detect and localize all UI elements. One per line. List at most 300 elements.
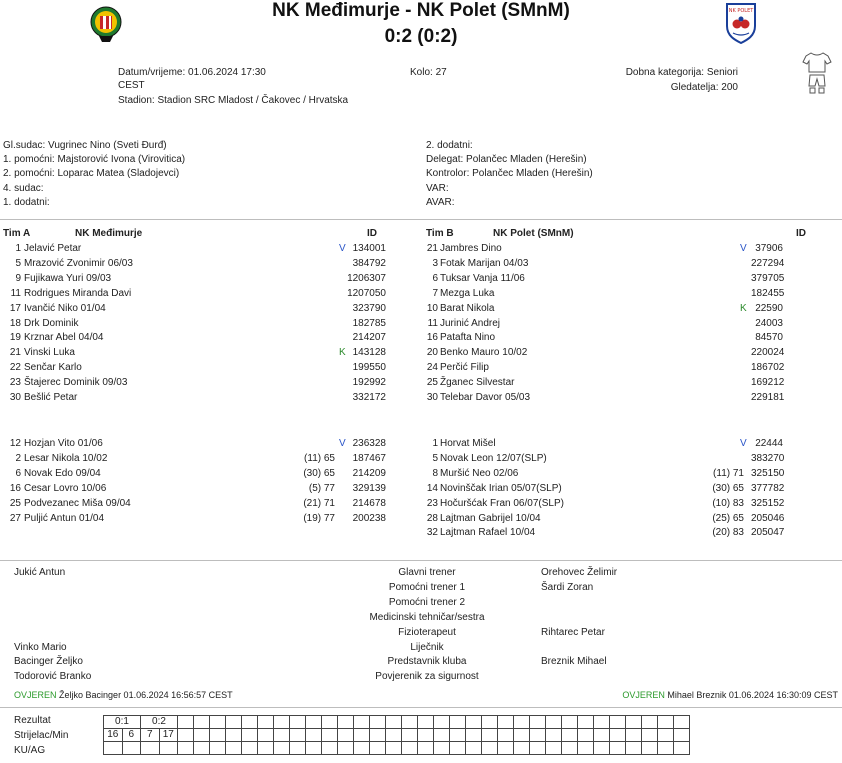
substitution-info: (11) 71 <box>713 467 744 479</box>
score-cell <box>578 716 594 729</box>
assistant-1: 1. pomoćni: Majstorović Ivona (Virovitica) <box>3 154 186 165</box>
player-id: 182455 <box>751 287 785 299</box>
score-cell: 7 <box>141 729 160 742</box>
svg-text:NK POLET: NK POLET <box>728 8 754 14</box>
score-cell <box>122 742 141 755</box>
player-name: Telebar Davor 05/03 <box>440 392 531 403</box>
var: VAR: <box>426 183 449 194</box>
player-id: 377782 <box>751 482 785 494</box>
score-cell <box>290 716 306 729</box>
score-label-scorer: Strijelac/Min <box>14 730 69 741</box>
player-row <box>411 452 821 466</box>
score-cell <box>194 742 210 755</box>
player-number: 6 <box>432 272 438 284</box>
player-name: Fujikawa Yuri 09/03 <box>24 272 112 284</box>
player-id: 186702 <box>751 362 785 374</box>
player-row <box>3 376 423 390</box>
score-cell <box>104 742 123 755</box>
player-row <box>411 302 821 316</box>
player-id: 227294 <box>751 257 785 269</box>
player-number: 11 <box>427 317 438 329</box>
player-row <box>411 376 821 390</box>
player-number: 12 <box>9 438 21 449</box>
player-number: 5 <box>432 452 438 464</box>
score-cell <box>546 729 562 742</box>
player-id: 220024 <box>751 347 785 359</box>
staff-name: Vinko Mario <box>14 641 67 653</box>
score-cell <box>626 716 642 729</box>
score-cell <box>626 742 642 755</box>
player-id: 1206307 <box>347 272 386 284</box>
player-id: 134001 <box>352 243 386 254</box>
score-cell <box>386 742 402 755</box>
score-cell <box>434 716 450 729</box>
player-id: 205046 <box>751 512 785 524</box>
player-number: 7 <box>432 287 438 299</box>
player-number: 6 <box>15 467 21 479</box>
player-name: Puljić Antun 01/04 <box>24 512 105 524</box>
player-row <box>3 452 423 466</box>
player-id: 143128 <box>352 347 386 359</box>
score-cell <box>434 729 450 742</box>
score-cell <box>530 729 546 742</box>
player-id: 325150 <box>751 467 785 479</box>
player-number: 23 <box>426 497 438 509</box>
score-cell <box>498 742 514 755</box>
player-id: 192992 <box>352 377 386 389</box>
verified-text: Željko Bacinger 01.06.2024 16:56:57 CEST <box>59 690 233 700</box>
player-name: Podvezanec Miša 09/04 <box>24 497 131 509</box>
player-name: Senčar Karlo <box>24 362 82 374</box>
score-cell <box>338 742 354 755</box>
player-name: Perčić Filip <box>440 362 489 374</box>
staff-role: Liječnik <box>410 641 444 653</box>
substitution-info: (11) 65 <box>304 452 335 464</box>
player-number: 14 <box>426 482 438 494</box>
score-cell <box>514 729 530 742</box>
score-cell <box>498 729 514 742</box>
player-row <box>411 526 821 540</box>
player-number: 24 <box>426 362 438 374</box>
player-id: 379705 <box>751 272 785 284</box>
player-number: 25 <box>426 377 438 389</box>
staff-role: Fizioterapeut <box>398 626 456 638</box>
score-cell <box>290 742 306 755</box>
player-number: 27 <box>9 512 21 524</box>
score-label-cards: KU/AG <box>14 745 46 756</box>
score-cell <box>610 716 626 729</box>
score-cell <box>141 742 160 755</box>
score-cell <box>226 742 242 755</box>
player-name: Hočuršćak Fran 06/07(SLP) <box>440 497 564 509</box>
player-row <box>411 287 821 301</box>
team-b-name: NK Polet (SMnM) <box>493 228 574 239</box>
additional-2: 2. dodatni: <box>426 140 473 151</box>
assistant-2: 2. pomoćni: Loparac Matea (Sladojevci) <box>3 168 180 179</box>
score-cell <box>610 742 626 755</box>
staff-role: Pomoćni trener 1 <box>388 581 466 593</box>
age-category: Dobna kategorija: Seniori <box>625 67 738 78</box>
substitution-info: (10) 83 <box>712 497 744 509</box>
player-id: 214207 <box>352 332 386 344</box>
score-cell <box>642 729 658 742</box>
player-number: 5 <box>15 257 21 269</box>
score-cell <box>658 729 674 742</box>
score-cell <box>450 716 466 729</box>
score-cell <box>370 716 386 729</box>
score-cell <box>482 716 498 729</box>
score-cell <box>258 729 274 742</box>
score-cell <box>546 716 562 729</box>
verification-right <box>622 690 838 700</box>
substitution-info: (25) 65 <box>712 512 744 524</box>
player-number: 25 <box>9 497 21 509</box>
score-cell <box>498 716 514 729</box>
referee: Gl.sudac: Vugrinec Nino (Sveti Đurđ) <box>3 140 167 151</box>
player-number: 28 <box>426 512 438 524</box>
player-name: Barat Nikola <box>440 302 495 314</box>
player-id: 329139 <box>352 482 386 494</box>
player-id: 323790 <box>352 302 386 314</box>
fourth-official: 4. sudac: <box>3 183 44 194</box>
team-b-label: Tim B <box>426 228 454 239</box>
score-cell <box>306 742 322 755</box>
captain-mark: K <box>740 302 747 314</box>
substitution-info: (21) 71 <box>303 497 335 509</box>
score-cell <box>159 742 178 755</box>
score-cell <box>514 716 530 729</box>
score-cell <box>242 716 258 729</box>
additional-1: 1. dodatni: <box>3 197 50 208</box>
player-id: 332172 <box>352 392 386 403</box>
player-id: 187467 <box>352 452 386 464</box>
player-number: 21 <box>426 243 438 254</box>
player-row <box>411 467 821 481</box>
divider <box>0 707 842 708</box>
score-cell <box>242 742 258 755</box>
player-number: 1 <box>432 438 438 449</box>
score-cell: 16 <box>104 729 123 742</box>
staff-name: Breznik Mihael <box>541 656 607 668</box>
player-id: 22444 <box>755 438 783 449</box>
score-cell <box>450 742 466 755</box>
player-row <box>411 391 821 405</box>
staff-role: Medicinski tehničar/sestra <box>369 611 485 623</box>
player-name: Lajtman Gabrijel 10/04 <box>440 512 541 524</box>
score-cell <box>434 742 450 755</box>
score-cell <box>418 742 434 755</box>
player-id: 24003 <box>755 317 783 329</box>
staff-role: Povjerenik za sigurnost <box>375 671 479 683</box>
player-number: 23 <box>9 377 21 389</box>
player-number: 10 <box>426 302 438 314</box>
player-name: Štajerec Dominik 09/03 <box>24 377 128 389</box>
score-cell <box>322 729 338 742</box>
player-name: Patafta Nino <box>440 332 496 344</box>
player-number: 2 <box>15 452 21 464</box>
score-cell <box>626 729 642 742</box>
score-cell <box>226 716 242 729</box>
player-name: Novinščak Irian 05/07(SLP) <box>440 482 562 494</box>
score-cell <box>210 742 226 755</box>
player-name: Horvat Mišel <box>440 438 496 449</box>
goalkeeper-mark: V <box>740 243 747 254</box>
player-name: Žganec Silvestar <box>440 377 515 389</box>
player-name: Jelavić Petar <box>24 243 82 254</box>
score-cell <box>322 716 338 729</box>
team-a-header <box>3 227 423 241</box>
score-cell <box>386 716 402 729</box>
score-cell <box>242 729 258 742</box>
player-number: 3 <box>432 257 438 269</box>
score-cell <box>322 742 338 755</box>
player-name: Mezga Luka <box>440 287 495 299</box>
player-row <box>3 257 423 271</box>
substitution-info: (30) 65 <box>712 482 744 494</box>
score-cell <box>370 742 386 755</box>
score-row <box>104 729 690 742</box>
score-row <box>104 742 690 755</box>
score-label-result: Rezultat <box>14 715 51 726</box>
player-row <box>411 346 821 360</box>
score-cell <box>450 729 466 742</box>
player-row <box>411 482 821 496</box>
score-cell <box>226 729 242 742</box>
team-b-id-header: ID <box>796 228 806 239</box>
score-cell <box>658 716 674 729</box>
player-name: Rodrigues Miranda Davi <box>24 287 132 299</box>
score-cell <box>546 742 562 755</box>
team-a-label: Tim A <box>3 228 31 239</box>
match-round: Kolo: 27 <box>410 67 447 78</box>
player-row <box>3 346 423 360</box>
score-cell <box>354 742 370 755</box>
player-row <box>3 361 423 375</box>
player-row <box>411 437 821 451</box>
player-name: Krznar Abel 04/04 <box>24 332 104 344</box>
player-name: Bešlić Petar <box>24 392 78 403</box>
staff-name: Rihtarec Petar <box>541 626 605 638</box>
player-row <box>411 361 821 375</box>
player-number: 20 <box>426 347 438 359</box>
score-cell <box>482 729 498 742</box>
score-cell <box>258 716 274 729</box>
score-cell <box>178 729 194 742</box>
score-cell <box>562 716 578 729</box>
score-cell <box>594 716 610 729</box>
player-id: 182785 <box>352 317 386 329</box>
score-cell <box>402 729 418 742</box>
player-number: 32 <box>426 527 438 539</box>
score-cell <box>178 742 194 755</box>
spectators: Gledatelja: 200 <box>670 82 738 93</box>
player-number: 16 <box>426 332 438 344</box>
score-cell <box>674 716 690 729</box>
player-row <box>3 497 423 511</box>
score-cell: 0:1 <box>104 716 141 729</box>
score-cell <box>674 729 690 742</box>
staff-name: Todorović Branko <box>14 671 92 683</box>
player-id: 1207050 <box>347 287 386 299</box>
score-cell <box>418 716 434 729</box>
captain-mark: K <box>339 347 346 359</box>
staff-name: Šardi Zoran <box>541 581 594 593</box>
player-number: 17 <box>9 302 21 314</box>
score-cell <box>642 742 658 755</box>
player-name: Drk Dominik <box>24 317 79 329</box>
goalkeeper-mark: V <box>339 438 346 449</box>
score-cell <box>514 742 530 755</box>
player-number: 9 <box>15 272 21 284</box>
score-cell: 0:2 <box>141 716 178 729</box>
player-row <box>411 272 821 286</box>
score-cell <box>578 742 594 755</box>
player-name: Novak Edo 09/04 <box>24 467 101 479</box>
score-cell <box>210 716 226 729</box>
player-row <box>3 391 423 405</box>
player-id: 214209 <box>352 467 386 479</box>
score-cell <box>306 729 322 742</box>
score-cell <box>354 716 370 729</box>
match-stadium: Stadion: Stadion SRC Mladost / Čakovec / Hrvatska <box>118 95 349 106</box>
score-cell <box>594 742 610 755</box>
player-number: 18 <box>9 317 21 329</box>
score-cell <box>306 716 322 729</box>
player-name: Ivančić Niko 01/04 <box>24 302 106 314</box>
player-id: 199550 <box>352 362 386 374</box>
delegate: Delegat: Polančec Mladen (Herešin) <box>426 154 587 165</box>
avar: AVAR: <box>426 197 455 208</box>
player-row <box>3 512 423 526</box>
player-number: 21 <box>9 347 21 359</box>
score-cell <box>674 742 690 755</box>
controller: Kontrolor: Polančec Mladen (Herešin) <box>426 168 593 179</box>
player-row <box>411 331 821 345</box>
score-cell <box>178 716 194 729</box>
player-id: 205047 <box>751 527 785 539</box>
score-cell <box>194 729 210 742</box>
player-number: 22 <box>9 362 21 374</box>
player-number: 30 <box>426 392 438 403</box>
match-timezone: CEST <box>118 80 145 91</box>
staff-name: Orehovec Želimir <box>541 567 618 578</box>
player-id: 37906 <box>755 243 783 254</box>
player-name: Lesar Nikola 10/02 <box>24 452 108 464</box>
score-cell <box>466 716 482 729</box>
score-cell <box>466 742 482 755</box>
player-row <box>3 242 423 256</box>
player-row <box>3 287 423 301</box>
player-row <box>411 317 821 331</box>
verified-text: Mihael Breznik 01.06.2024 16:30:09 CEST <box>667 690 838 700</box>
score-cell <box>338 716 354 729</box>
substitution-info: (20) 83 <box>712 527 744 539</box>
staff-role: Pomoćni trener 2 <box>388 596 466 608</box>
score-cell <box>578 729 594 742</box>
score-cell <box>594 729 610 742</box>
match-datetime: Datum/vrijeme: 01.06.2024 17:30 <box>118 67 266 78</box>
player-row <box>3 317 423 331</box>
player-name: Jambres Dino <box>440 243 502 254</box>
player-number: 19 <box>9 332 21 344</box>
player-id: 383270 <box>751 452 785 464</box>
score-cell <box>562 729 578 742</box>
player-row <box>3 272 423 286</box>
player-name: Mrazović Zvonimir 06/03 <box>24 257 133 269</box>
score-cell <box>466 729 482 742</box>
staff-role: Predstavnik kluba <box>387 656 467 668</box>
player-row <box>3 467 423 481</box>
player-id: 214678 <box>352 497 386 509</box>
goalkeeper-mark: V <box>339 243 346 254</box>
player-name: Benko Mauro 10/02 <box>440 347 528 359</box>
player-row <box>411 257 821 271</box>
player-name: Muršić Neo 02/06 <box>440 467 519 479</box>
player-id: 384792 <box>352 257 386 269</box>
score-cell <box>194 716 210 729</box>
score-cell <box>386 729 402 742</box>
team-b-header <box>426 227 836 241</box>
player-name: Lajtman Rafael 10/04 <box>440 527 536 539</box>
player-row <box>411 512 821 526</box>
score-cell <box>562 742 578 755</box>
player-id: 236328 <box>352 438 386 449</box>
player-row <box>3 482 423 496</box>
player-row <box>411 497 821 511</box>
score-cell: 6 <box>122 729 141 742</box>
kit-icon <box>802 52 832 94</box>
player-id: 229181 <box>751 392 785 403</box>
staff-role: Glavni trener <box>398 567 456 578</box>
verification-left <box>14 690 233 700</box>
verified-status: OVJEREN <box>14 690 57 700</box>
score-cell <box>530 716 546 729</box>
player-name: Hozjan Vito 01/06 <box>24 438 103 449</box>
score-cell <box>370 729 386 742</box>
player-name: Tuksar Vanja 11/06 <box>440 272 525 284</box>
score-cell <box>258 742 274 755</box>
player-name: Cesar Lovro 10/06 <box>24 482 107 494</box>
player-number: 8 <box>432 467 438 479</box>
score-cell <box>418 729 434 742</box>
player-name: Jurinić Andrej <box>440 317 501 329</box>
team-a-name: NK Međimurje <box>75 228 143 239</box>
divider <box>0 219 842 220</box>
score-cell <box>642 716 658 729</box>
score-cell <box>610 729 626 742</box>
player-number: 16 <box>9 482 21 494</box>
player-number: 11 <box>10 287 21 299</box>
staff-name: Bacinger Željko <box>14 656 83 668</box>
player-name: Fotak Marijan 04/03 <box>440 257 529 269</box>
substitution-info: (30) 65 <box>303 467 335 479</box>
score-cell <box>402 742 418 755</box>
player-row <box>3 302 423 316</box>
verified-status: OVJEREN <box>622 690 665 700</box>
match-score: 0:2 (0:2) <box>384 26 458 47</box>
score-cell: 17 <box>159 729 178 742</box>
score-cell <box>274 742 290 755</box>
player-row <box>3 437 423 451</box>
score-cell <box>210 729 226 742</box>
score-cell <box>530 742 546 755</box>
score-cell <box>274 729 290 742</box>
substitution-info: (19) 77 <box>303 512 335 524</box>
player-id: 22590 <box>755 302 783 314</box>
player-id: 325152 <box>751 497 785 509</box>
score-cell <box>482 742 498 755</box>
score-cell <box>290 729 306 742</box>
